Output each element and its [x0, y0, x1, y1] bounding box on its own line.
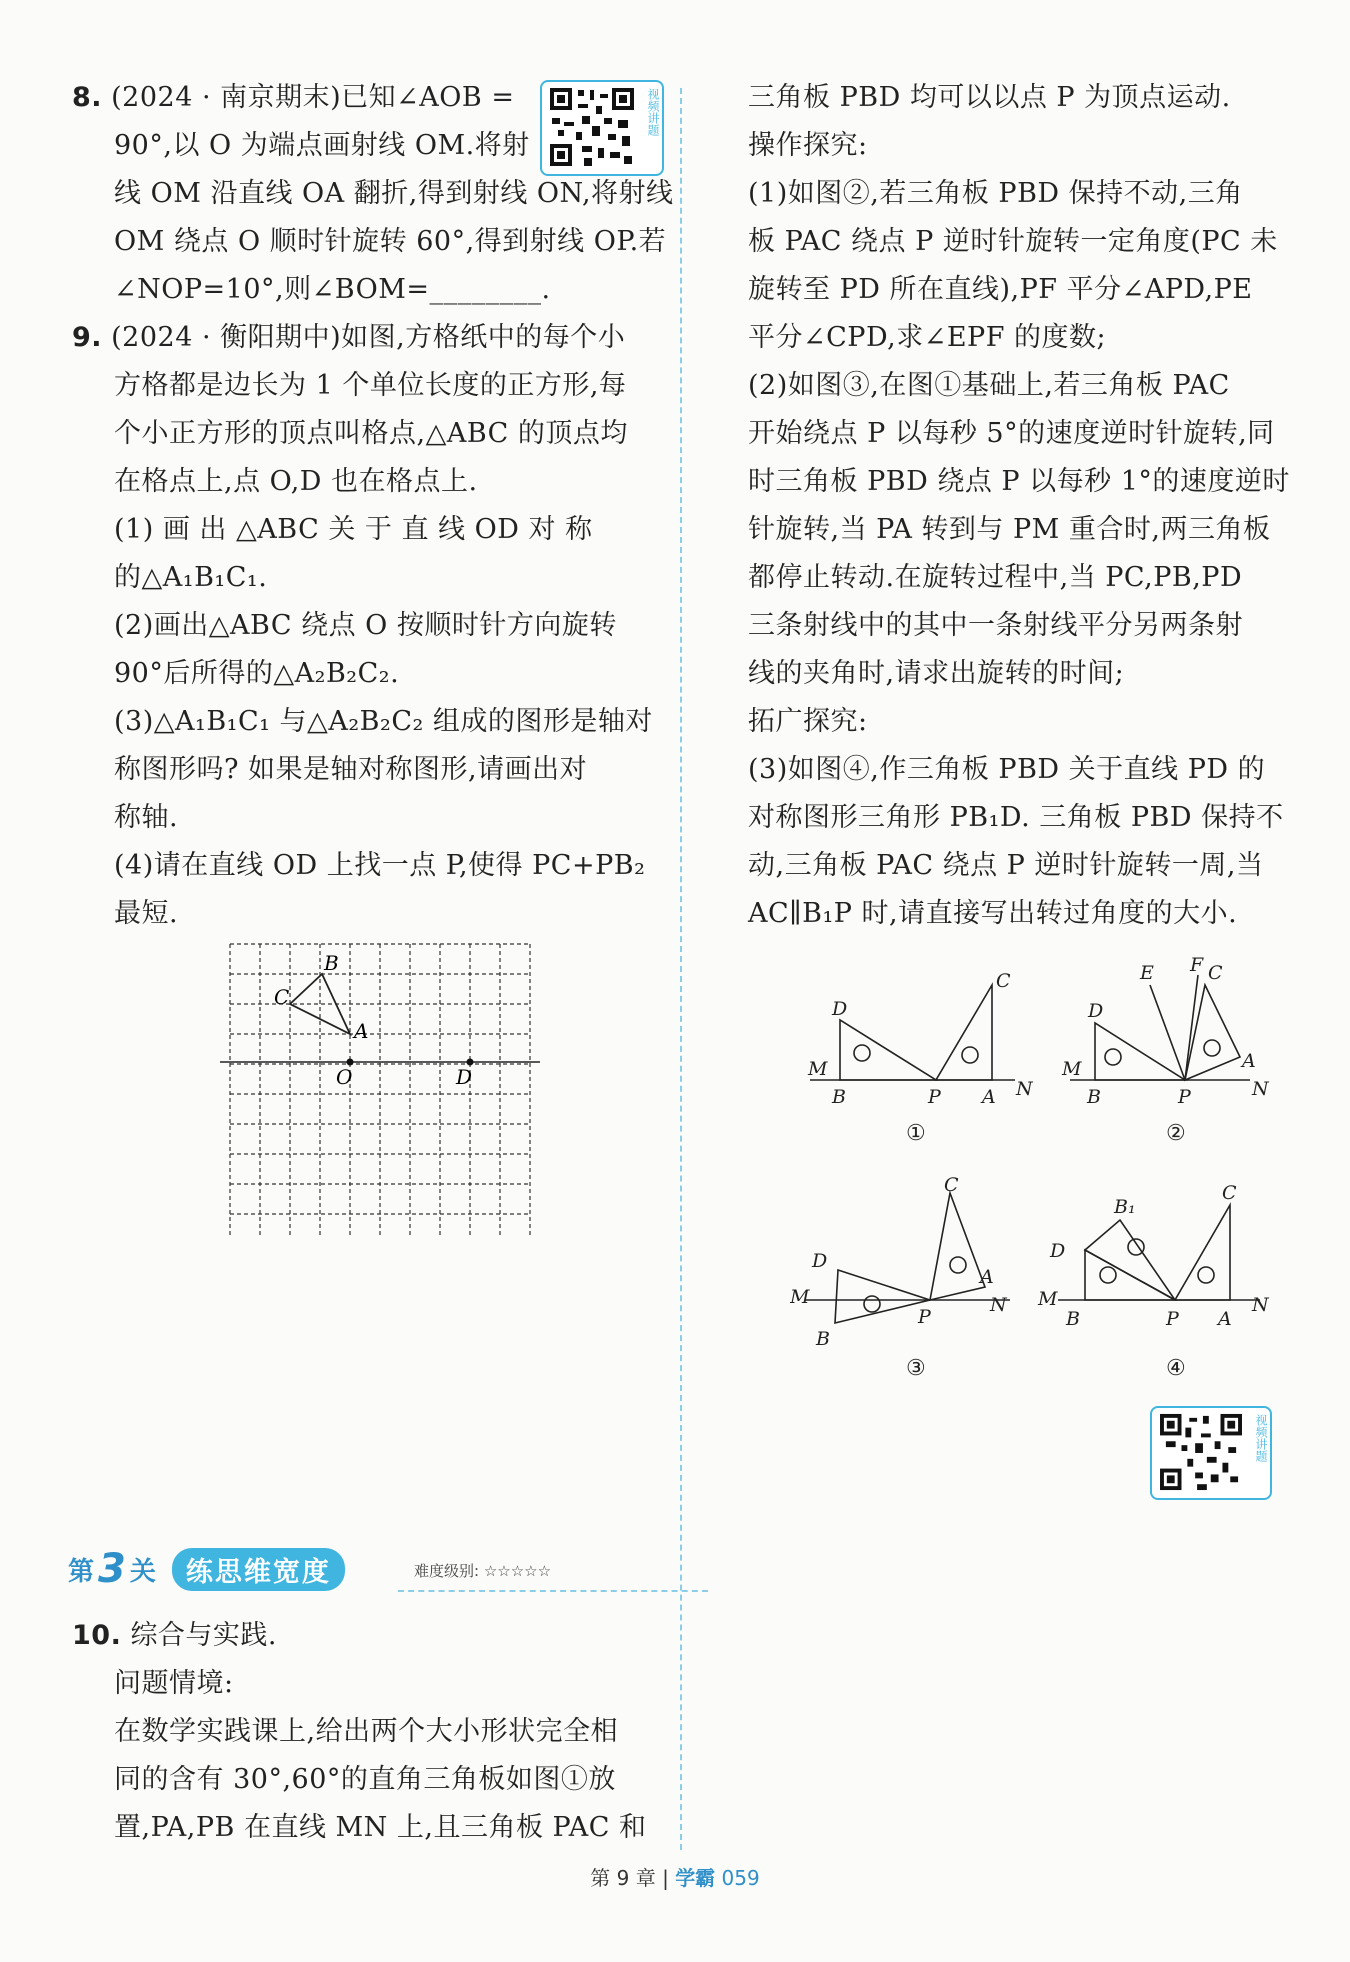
figure-3: [805, 1193, 1010, 1323]
right-line: (3)如图④,作三角板 PBD 关于直线 PD 的: [748, 754, 1266, 785]
right-line: 线的夹角时,请求出旋转的时间;: [748, 658, 1125, 689]
label-c: C: [274, 985, 290, 1009]
fig2-label-m: M: [1062, 1058, 1082, 1080]
fig1-label-a: A: [982, 1086, 996, 1108]
right-line: (2)如图③,在图①基础上,若三角板 PAC: [748, 370, 1230, 401]
q8-line: ∠NOP=10°,则∠BOM=________.: [114, 274, 551, 305]
fig3-label-p: P: [918, 1306, 931, 1328]
q10-line: 问题情境:: [114, 1668, 234, 1699]
right-line: 拓广探究:: [748, 706, 868, 737]
fig2-label-d: D: [1088, 1000, 1104, 1022]
right-line: 对称图形三角形 PB₁D. 三角板 PBD 保持不: [748, 802, 1284, 833]
fig3-label-m: M: [790, 1286, 810, 1308]
section-banner: [68, 1542, 648, 1598]
q9-line: 称图形吗? 如果是轴对称图形,请画出对: [114, 754, 588, 785]
fig4-label-b1: B₁: [1114, 1196, 1136, 1218]
label-o: O: [336, 1065, 353, 1089]
q9-line: (3)△A₁B₁C₁ 与△A₂B₂C₂ 组成的图形是轴对: [114, 706, 653, 737]
right-line: 动,三角板 PAC 绕点 P 逆时针旋转一周,当: [748, 850, 1264, 881]
right-line: 都停止转动.在旋转过程中,当 PC,PB,PD: [748, 562, 1243, 593]
fig1-label-p: P: [928, 1086, 941, 1108]
fig1-label-d: D: [832, 998, 848, 1020]
fig2-label-b: B: [1087, 1086, 1101, 1108]
fig3-label-c: C: [944, 1174, 959, 1196]
q9-line: 90°后所得的△A₂B₂C₂.: [114, 658, 400, 689]
right-line: 三条射线中的其中一条射线平分另两条射: [748, 610, 1243, 641]
right-line: AC∥B₁P 时,请直接写出转过角度的大小.: [748, 898, 1238, 929]
q10-line: 同的含有 30°,60°的直角三角板如图①放: [114, 1764, 616, 1795]
qr-icon: [1158, 1412, 1244, 1492]
q9-line: 的△A₁B₁C₁.: [114, 562, 268, 593]
right-line: (1)如图②,若三角板 PBD 保持不动,三角: [748, 178, 1243, 209]
right-line: 板 PAC 绕点 P 逆时针旋转一定角度(PC 未: [748, 226, 1278, 257]
right-line: 开始绕点 P 以每秒 5°的速度逆时针旋转,同: [748, 418, 1275, 449]
fig4-label-m: M: [1038, 1288, 1058, 1310]
left-column: [72, 74, 674, 938]
fig4-label-p: P: [1166, 1308, 1179, 1330]
label-a: A: [354, 1019, 369, 1043]
figures-q10: [790, 955, 1290, 1395]
q9-number: 9.: [72, 322, 103, 353]
fig4-label-n: N: [1252, 1294, 1269, 1316]
section-number: 3: [98, 1546, 126, 1592]
fig-caption-4: ④: [1166, 1356, 1186, 1381]
qr-label: 视频讲题: [646, 88, 660, 136]
q10-number: 10.: [72, 1620, 122, 1651]
fig2-label-f: F: [1190, 955, 1204, 976]
fig-caption-2: ②: [1166, 1121, 1186, 1146]
footer-brand: 学霸: [675, 1866, 716, 1890]
fig-caption-3: ③: [906, 1356, 926, 1381]
q9-line: (4)请在直线 OD 上找一点 P,使得 PC+PB₂: [114, 850, 646, 881]
right-line: 平分∠CPD,求∠EPF 的度数;: [748, 322, 1107, 353]
qr-icon: [548, 86, 636, 168]
right-line: 针旋转,当 PA 转到与 PM 重合时,两三角板: [748, 514, 1271, 545]
right-column: [748, 74, 1290, 938]
qr-code-q8[interactable]: [540, 80, 664, 176]
q9-line: (2)画出△ABC 绕点 O 按顺时针方向旋转: [114, 610, 617, 641]
q9-line: (1) 画 出 △ABC 关 于 直 线 OD 对 称: [114, 514, 593, 545]
right-line: 旋转至 PD 所在直线),PF 平分∠APD,PE: [748, 274, 1253, 305]
fig1-label-b: B: [832, 1086, 846, 1108]
right-line: 时三角板 PBD 绕点 P 以每秒 1°的速度逆时: [748, 466, 1290, 497]
q10-line: 10. 综合与实践.: [72, 1620, 278, 1651]
section-heading: 第 3 关 练思维宽度: [68, 1548, 345, 1590]
fig4-label-b: B: [1066, 1308, 1080, 1330]
q9-line: 称轴.: [114, 802, 179, 833]
q9-line: 最短.: [114, 898, 179, 929]
qr-code-q10[interactable]: [1150, 1406, 1272, 1500]
q10-line: 置,PA,PB 在直线 MN 上,且三角板 PAC 和: [114, 1812, 647, 1843]
fig2-label-e: E: [1140, 962, 1154, 984]
q9-line: 个小正方形的顶点叫格点,△ABC 的顶点均: [114, 418, 628, 449]
fig2-label-a: A: [1242, 1050, 1256, 1072]
q8-line: 90°,以 O 为端点画射线 OM.将射: [114, 130, 530, 161]
q10-line: 在数学实践课上,给出两个大小形状完全相: [114, 1716, 619, 1747]
figure-2: [1070, 975, 1250, 1080]
fig1-label-m: M: [808, 1058, 828, 1080]
fig4-label-d: D: [1050, 1240, 1066, 1262]
qr-label: 视频讲题: [1254, 1414, 1268, 1462]
page-footer: 第 9 章 | 学霸 059: [590, 1866, 760, 1890]
q8-line: 8. (2024 · 南京期末)已知∠AOB =: [72, 82, 515, 113]
q9-line: 9. (2024 · 衡阳期中)如图,方格纸中的每个小: [72, 322, 626, 353]
section-title: 练思维宽度: [172, 1548, 345, 1591]
label-b: B: [324, 951, 339, 975]
q8-line: OM 绕点 O 顺时针旋转 60°,得到射线 OP.若: [114, 226, 667, 257]
fig3-label-d: D: [812, 1250, 828, 1272]
difficulty-rating: 难度级别: ☆☆☆☆☆: [414, 1562, 552, 1580]
right-line: 操作探究:: [748, 130, 868, 161]
fig3-label-b: B: [816, 1328, 830, 1350]
fig4-label-a: A: [1218, 1308, 1232, 1330]
column-divider: [680, 88, 682, 1850]
footer-page-number: 059: [721, 1866, 760, 1890]
fig3-label-n: N: [990, 1294, 1007, 1316]
fig2-label-p: P: [1178, 1086, 1191, 1108]
fig1-label-n: N: [1016, 1078, 1033, 1100]
label-d: D: [456, 1065, 473, 1089]
question-9: [72, 314, 654, 938]
q8-line: 线 OM 沿直线 OA 翻折,得到射线 ON,将射线: [114, 178, 674, 209]
q8-number: 8.: [72, 82, 103, 113]
fig-caption-1: ①: [906, 1121, 926, 1146]
question-10: [72, 1612, 654, 1852]
q9-line: 方格都是边长为 1 个单位长度的正方形,每: [114, 370, 627, 401]
fig1-label-c: C: [996, 970, 1011, 992]
fig3-label-a: A: [980, 1266, 994, 1288]
right-line: 三角板 PBD 均可以以点 P 为顶点运动.: [748, 82, 1231, 113]
q9-line: 在格点上,点 O,D 也在格点上.: [114, 466, 478, 497]
fig2-label-n: N: [1252, 1078, 1269, 1100]
footer-chapter: 第 9 章: [590, 1866, 656, 1890]
q9-grid-figure: [220, 938, 540, 1238]
figure-4: [1058, 1205, 1260, 1300]
fig4-label-c: C: [1222, 1182, 1237, 1204]
section-rule: [398, 1590, 708, 1592]
fig2-label-c: C: [1208, 962, 1223, 984]
